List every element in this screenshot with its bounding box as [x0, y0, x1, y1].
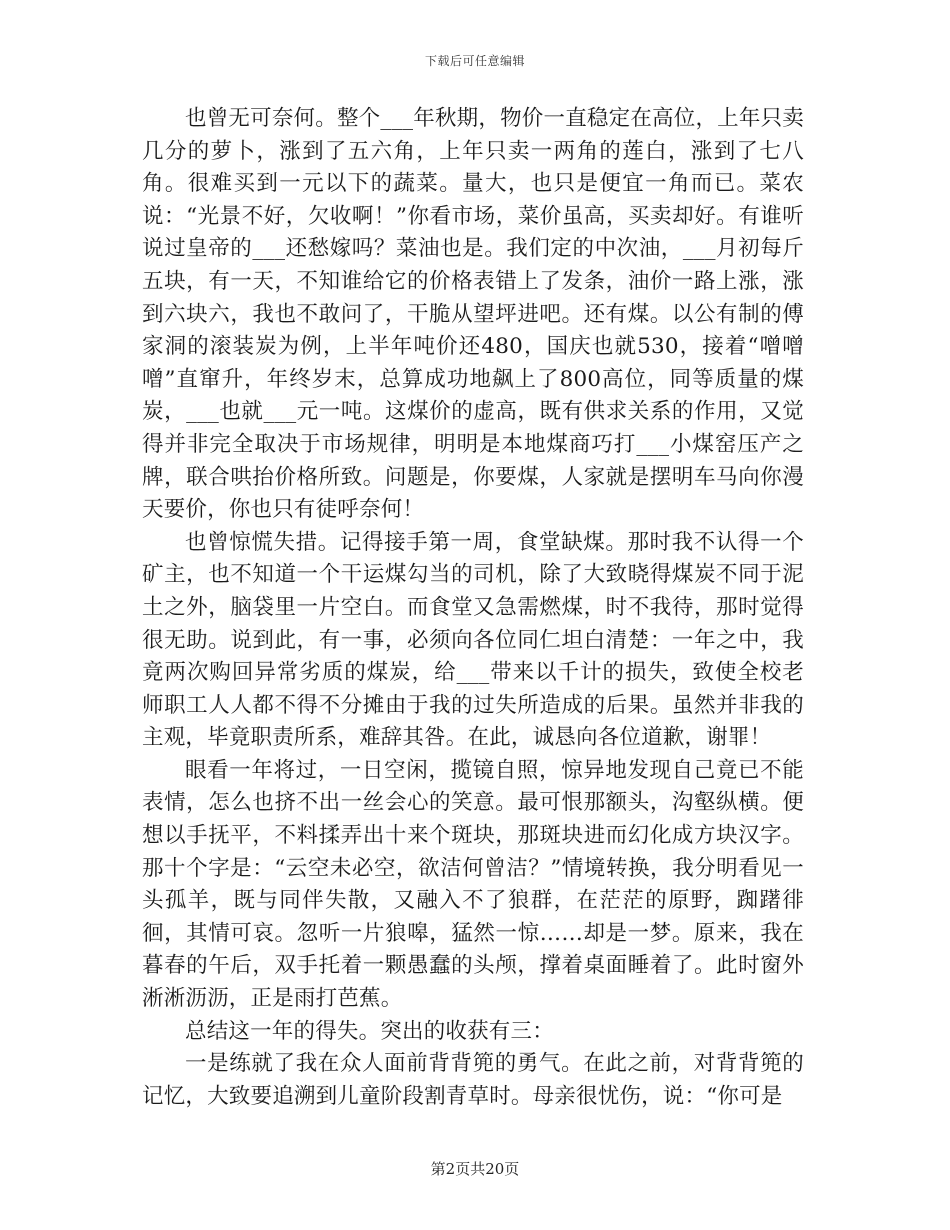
paragraph: 也曾惊慌失措。记得接手第一周，食堂缺煤。那时我不认得一个矿主，也不知道一个干运煤勾当的司机，除了大致晓得煤炭不同于泥土之外，脑袋里一片空白。而食堂又急需燃煤，时不我待，那时觉得很无助。说到此，有一事，必须向各位同仁坦白清楚：一年之中，我竟两次购回异常劣质的煤炭，给___带来以千计的损失，致使全校老师职工人人都不得不分摊由于我的过失所造成的后果。虽然并非我的主观，毕竟职责所系，难辞其咎。在此，诚恳向各位道歉，谢罪！: [142, 529, 804, 751]
paragraph: 总结这一年的得失。突出的收获有三：: [185, 1018, 554, 1044]
paragraph: 眼看一年将过，一日空闲，揽镜自照，惊异地发现自己竟已不能表情，怎么也挤不出一丝会心的笑意。最可恨那额头，沟壑纵横。便想以手抚平，不料揉弄出十来个斑块，那斑块进而幻化成方块汉字。那十个字是：“云空未必空，欲洁何曾洁？”情境转换，我分明看见一头孤羊，既与同伴失散，又融入不了狼群，在茫茫的原野，踟躇徘徊，其情可哀。忽听一片狼嗥，猛然一惊……却是一梦。原来，我在暮春的午后，双手托着一颗愚蠢的头颅，撑着桌面睡着了。此时窗外淅淅沥沥，正是雨打芭蕉。: [142, 757, 804, 1012]
document-body: [142, 103, 804, 1113]
page-header-note: 下载后可任意编辑: [424, 54, 525, 68]
page-number: 第2页共20页: [430, 1160, 520, 1178]
paragraph: 一是练就了我在众人面前背背篼的勇气。在此之前，对背背篼的记忆，大致要追溯到儿童阶段割青草时。母亲很忧伤，说：“你可是: [142, 1051, 804, 1109]
paragraph: 也曾无可奈何。整个___年秋期，物价一直稳定在高位，上年只卖几分的萝卜，涨到了五六角，上年只卖一两角的莲白，涨到了七八角。很难买到一元以下的蔬菜。量大，也只是便宜一角而已。菜农说：“光景不好，欠收啊！”你看市场，菜价虽高，买卖却好。有谁听说过皇帝的___还愁嫁吗？菜油也是。我们定的中次油，___月初每斤五块，有一天，不知谁给它的价格表错上了发条，油价一路上涨，涨到六块六，我也不敢问了，干脆从望坪进吧。还有煤。以公有制的傅家洞的滚装炭为例，上半年吨价还480，国庆也就530，接着“噌噌噌”直窜升，年终岁末，总算成功地飙上了800高位，同等质量的煤炭，___也就___元一吨。这煤价的虚高，既有供求关系的作用，又觉得并非完全取决于市场规律，明明是本地煤商巧打___小煤窑压产之牌，联合哄抬价格所致。问题是，你要煤，人家就是摆明车马向你漫天要价，你也只有徒呼奈何！: [142, 106, 804, 523]
